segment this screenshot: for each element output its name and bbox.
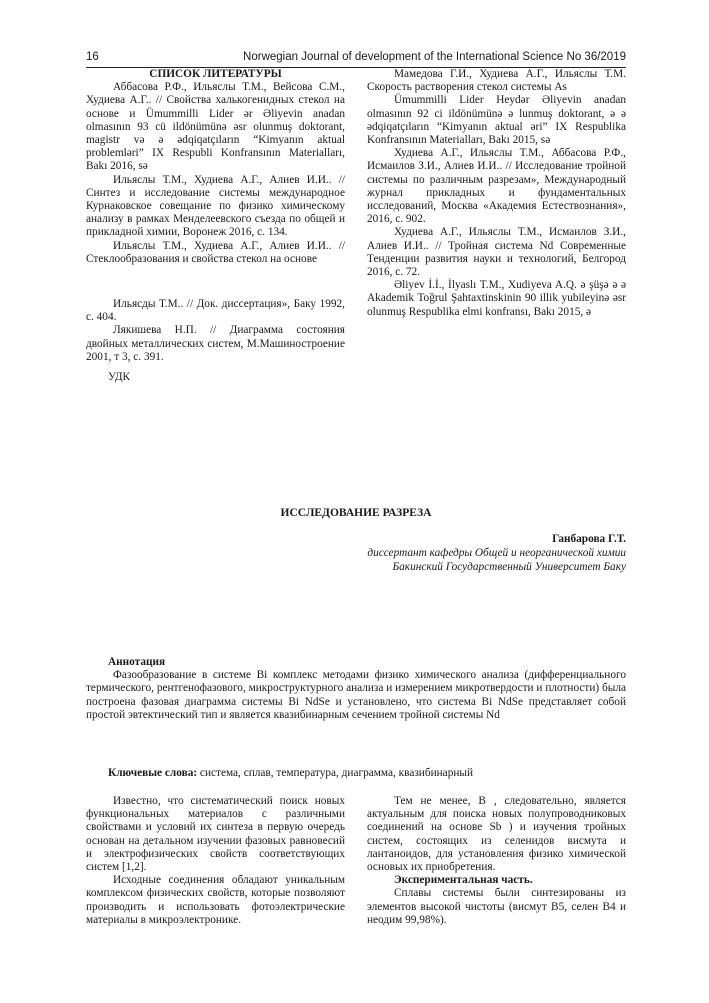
article-title: ИССЛЕДОВАНИЕ РАЗРЕЗА — [280, 507, 432, 519]
reference-item: Худиева А.Г., Ильяслы Т.М., Аббасова Р.Ф., Исмаилов З.И., Алиев И.И.. // Исследование тройной системы по различным разрезам», Международный журнал прикладных и фундаментальных исследований, Москва «Академия Естествознания», 2016, с. 902. — [367, 147, 626, 226]
body-paragraph: Сплавы системы были синтезированы из элементов высокой чистоты (висмут B5, селен B4 и неодим 99,98%). — [367, 887, 626, 926]
body-right-column — [367, 795, 626, 927]
udk-label: УДК — [108, 371, 131, 383]
reference-item: Мамедова Г.И., Худиева А.Г., Ильяслы Т.М. Скорость растворения стекол системы As — [367, 68, 626, 94]
references-title: СПИСОК ЛИТЕРАТУРЫ — [149, 68, 282, 80]
keywords-label: Ключевые слова: — [108, 767, 198, 779]
reference-item: Ильяслы Т.М., Худиева А.Г., Алиев И.И.. // Синтез и исследование системы международное Курнаковское совещание по физико химическому анализу в рамках Менделеевского съезда по общей и прикладной химии, Воронеж 2016, с. 134. — [86, 173, 345, 239]
abstract-heading: Аннотация — [108, 656, 166, 668]
references-right-column — [367, 68, 626, 319]
reference-item: Ümummilli Lider Heydər Əliyevin anadan olmasının 92 ci ildönümünə ə lunmuş doktorant, ə ə ədqiqatçıların “Kimyanın aktual əri” IX Respublika Konfransının Materialları, Bakı 2015, sə — [367, 94, 626, 147]
reference-item: Лякишева Н.П. // Диаграмма состояния двойных металлических систем, М.Машиностроение 2001, т 3, с. 391. — [86, 324, 345, 363]
reference-item: Əliyev İ.İ., İlyaslı T.M., Xudiyeva A.Q. ə şüşə ə ə Akademik Toğrul Şahtaxtinskinin 90 illik yubileyinə əsr olunmuş Respublika elmi konfransı, Bakı 2015, ə — [367, 279, 626, 318]
section-heading: Экспериментальная часть. — [394, 874, 533, 887]
keywords-text: система, сплав, температура, диаграмма, квазибинарный — [197, 767, 474, 779]
body-paragraph: Известно, что систематический поиск новых функциональных материалов с различными свойствами и условий их синтеза в первую очередь основан на детальном изучении фазовых равновесий и электрофизических свойств соответствующих систем [1,2]. — [86, 795, 345, 874]
body-paragraph: Тем не менее, В , следовательно, является актуальным для поиска новых полупроводниковых соединений на основе Sb ) и изучения тройных систем, состоящих из селенидов висмута и лантаноидов, для установления физико химической основых их приобретения. — [367, 795, 626, 874]
references-left-column — [86, 68, 345, 364]
journal-title: Norwegian Journal of development of the International Science No 36/2019 — [243, 51, 626, 63]
author-university: Бакинский Государственный Университет Баку — [392, 561, 626, 573]
reference-item: Аббасова Р.Ф., Ильяслы Т.М., Вейсова С.М., Худиева А.Г.. // Свойства халькогенидных стекол на основе и Ümummilli Lider ər Əliyevin anadan olmasının 93 cü ildönümünə əsr olunmuş doktorant, magistr və ə ədqiqatçıların “Kimyanın aktual problemləri” IX Respubli Konfransının Materialları, Bakı 2016, sə — [86, 81, 345, 173]
abstract — [86, 656, 626, 722]
author-name: Ганбарова Г.Т. — [552, 533, 626, 545]
reference-item: Ильяслы Т.М., Худиева А.Г., Алиев И.И.. // Стеклообразования и свойства стекол на основе — [86, 239, 345, 265]
body-left-column — [86, 795, 345, 927]
body-paragraph: Исходные соединения обладают уникальным комплексом физических свойств, которые позволяют производить и использовать фотоэлектрические материалы в микроэлектронике. — [86, 874, 345, 926]
reference-item: Ильясды Т.М.. // Док. диссертация», Баку 1992, с. 404. — [86, 298, 345, 324]
author-affiliation: диссертант кафедры Общей и неорганической химии — [367, 547, 626, 559]
page-number: 16 — [86, 51, 99, 63]
reference-item: Худиева А.Г., Ильяслы Т.М., Исмаилов З.И., Алиев И.И.. // Тройная система Nd Современные Тенденции развития науки и технологий, Белгород 2016, с. 72. — [367, 226, 626, 279]
abstract-text: Фазообразование в системе Bi комплекс методами физико химического анализа (дифференциального термического, рентгенофазового, микроструктурного анализа и измерением микротвердости и плотности) была построена фазовая диаграмма системы Bi NdSe и установлено, что система Bi NdSe представляет собой простой эвтектический тип и является квазибинарным сечением тройной системы Nd — [86, 669, 626, 721]
keywords — [108, 767, 626, 780]
